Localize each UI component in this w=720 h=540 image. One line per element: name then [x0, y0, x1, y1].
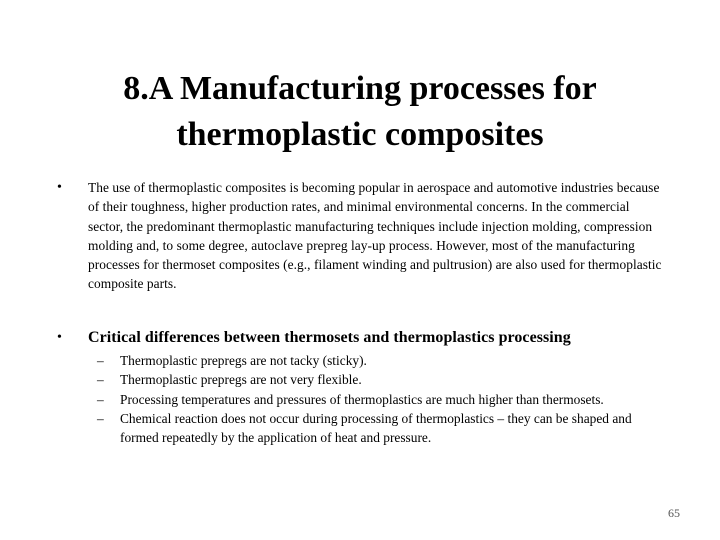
bullet-item-thermoplastic-use: [0, 178, 720, 294]
dash-marker: –: [97, 410, 104, 426]
slide-title: 8.A Manufacturing processes for thermoplastic composites: [123, 70, 597, 153]
bullet-heading: Critical differences between thermosets and thermoplastics processing: [88, 329, 571, 346]
sub-bullet-item: [0, 390, 720, 409]
dash-marker: –: [97, 391, 104, 407]
sub-bullet-item: [0, 409, 720, 448]
bullet-marker: •: [57, 330, 62, 345]
sub-bullet-text: Processing temperatures and pressures of thermoplastics are much higher than thermosets.: [120, 391, 604, 407]
sub-bullet-text: Thermoplastic prepregs are not tacky (sticky).: [120, 353, 367, 368]
sub-bullet-text: Chemical reaction does not occur during processing of thermoplastics – they can be shaped and formed repeatedly by the application of heat and pressure.: [120, 410, 632, 446]
sub-bullet-item: [0, 370, 720, 389]
page-number: 65: [668, 506, 680, 520]
sub-bullet-item: [0, 351, 720, 370]
bullet-list: [0, 178, 720, 446]
dash-marker: –: [97, 372, 104, 388]
bullet-item-critical-differences: [0, 328, 720, 348]
sub-bullet-list: [0, 351, 720, 447]
dash-marker: –: [97, 353, 104, 368]
sub-bullet-text: Thermoplastic prepregs are not very flexible.: [120, 372, 362, 388]
bullet-marker: •: [57, 180, 62, 195]
bullet-text: The use of thermoplastic composites is becoming popular in aerospace and automotive industries because of their toughness, higher production rates, and minimal environmental concerns. In the commercial sector, the predominant thermoplastic manufacturing techniques include injection molding, compression molding and, to some degree, autoclave prepreg lay-up process. However, most of the manufacturing processes for thermoset composites (e.g., filament winding and pultrusion) are also used for thermoplastic composite parts.: [88, 180, 662, 292]
